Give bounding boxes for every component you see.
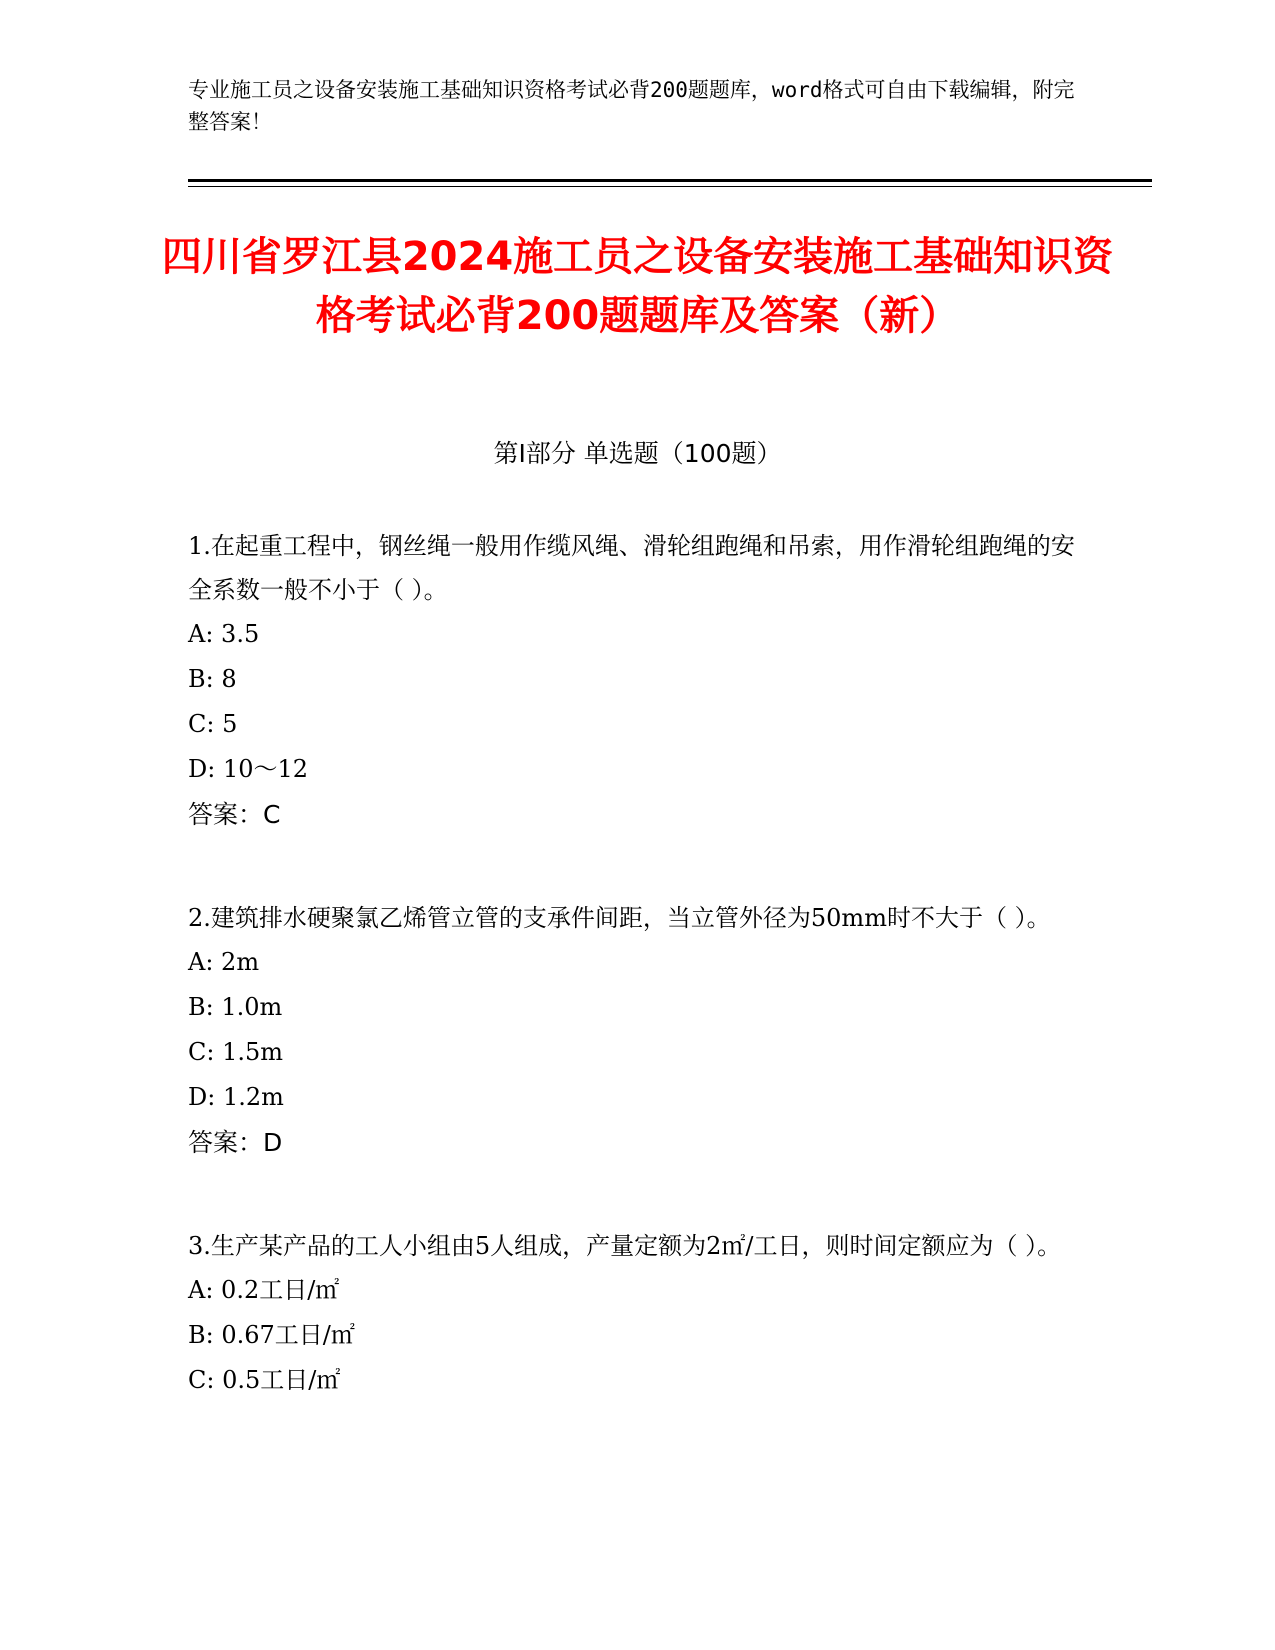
- question-item: [188, 1224, 1088, 1403]
- question-item: [188, 896, 1088, 1166]
- option-a: A: 0.2工日/㎡: [188, 1276, 340, 1304]
- option-b: B: 0.67工日/㎡: [188, 1321, 355, 1349]
- option-c: C: 1.5m: [188, 1038, 284, 1066]
- question-list: [188, 524, 1088, 1461]
- option-d: D: 1.2m: [188, 1083, 284, 1111]
- document-title: 四川省罗江县2024施工员之设备安装施工基础知识资格考试必背200题题库及答案（新）: [161, 234, 1114, 339]
- header-divider-thin: [188, 186, 1152, 187]
- option-c: C: 5: [188, 710, 238, 738]
- question-stem: 2.建筑排水硬聚氯乙烯管立管的支承件间距，当立管外径为50mm时不大于（ ）。: [188, 904, 1051, 932]
- option-b: B: 8: [188, 665, 237, 693]
- option-a: A: 2m: [188, 948, 260, 976]
- answer-line: 答案：D: [188, 1128, 283, 1157]
- question-stem: 1.在起重工程中，钢丝绳一般用作缆风绳、滑轮组跑绳和吊索，用作滑轮组跑绳的安全系数一般不小于（ ）。: [188, 532, 1075, 604]
- option-b: B: 1.0m: [188, 993, 283, 1021]
- header-divider-thick: [188, 179, 1152, 182]
- option-d: D: 10～12: [188, 755, 309, 783]
- header-note: 专业施工员之设备安装施工基础知识资格考试必背200题题库，word格式可自由下载编辑，附完整答案！: [188, 78, 1075, 134]
- option-a: A: 3.5: [188, 620, 260, 648]
- question-item: [188, 524, 1088, 838]
- answer-line: 答案：C: [188, 800, 281, 829]
- section-title: 第I部分 单选题（100题）: [493, 439, 782, 468]
- question-stem: 3.生产某产品的工人小组由5人组成，产量定额为2㎡/工日，则时间定额应为（ ）。: [188, 1232, 1062, 1260]
- option-c: C: 0.5工日/㎡: [188, 1366, 341, 1394]
